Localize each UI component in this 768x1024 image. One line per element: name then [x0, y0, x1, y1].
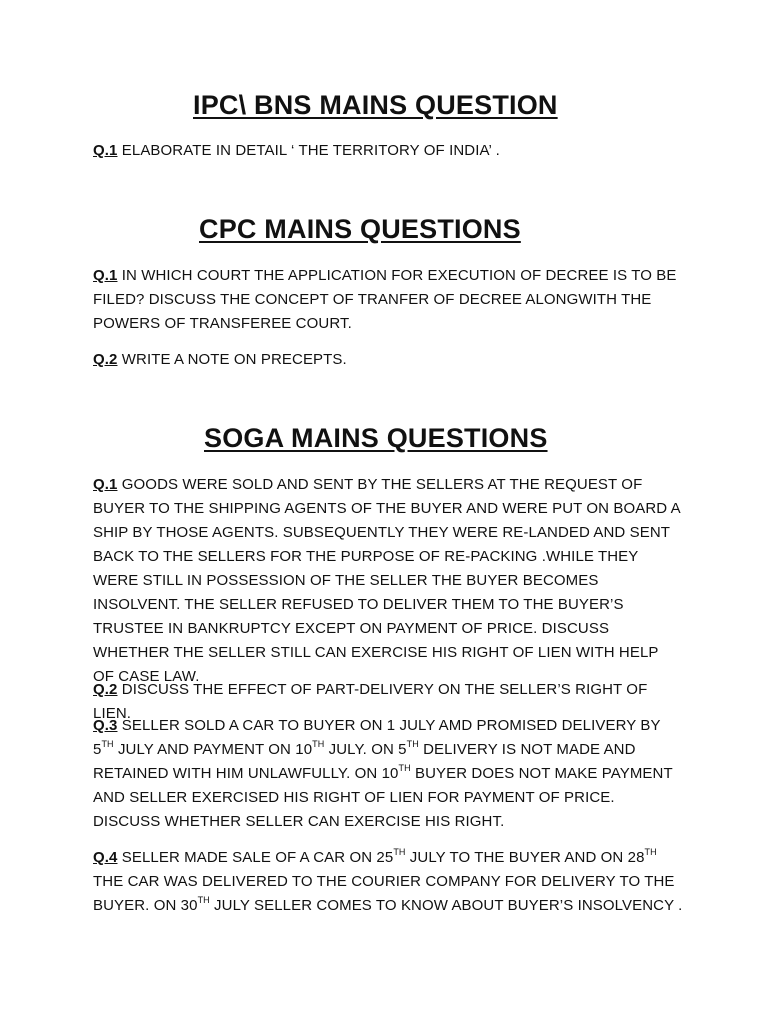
section-title-cpc: CPC MAINS QUESTIONS: [199, 214, 521, 244]
question-text-part: BUYER DOES NOT MAKE PAYMENT AND SELLER EXERCISED HIS RIGHT OF LIEN FOR PAYMENT OF PRICE. DISCUSS WHETHER SELLER CAN EXERCISE HIS RIGHT.: [93, 765, 673, 830]
ordinal-suffix: TH: [312, 739, 325, 749]
question-text: WRITE A NOTE ON PRECEPTS.: [121, 351, 347, 368]
ordinal-suffix: TH: [393, 847, 406, 857]
question-number: Q.3: [93, 717, 118, 734]
question-number: Q.2: [93, 351, 118, 368]
ordinal-suffix: TH: [197, 895, 210, 905]
ordinal-suffix: TH: [101, 739, 114, 749]
question-soga-q3: [93, 714, 683, 834]
question-text-part: SELLER MADE SALE OF A CAR ON 25: [121, 849, 394, 866]
question-cpc-q1: [93, 264, 683, 336]
question-text-part: JULY SELLER COMES TO KNOW ABOUT BUYER’S INSOLVENCY .: [209, 897, 683, 914]
question-text: GOODS WERE SOLD AND SENT BY THE SELLERS AT THE REQUEST OF BUYER TO THE SHIPPING AGENTS OF THE BUYER AND WERE PUT ON BOARD A SHIP BY THOSE AGENTS. SUBSEQUENTLY THEY WERE RE-LANDED AND SENT BACK TO THE SELLERS FOR THE PURPOSE OF RE-PACKING .WHILE THEY WERE STILL IN POSSESSION OF THE SELLER THE BUYER BECOMES INSOLVENT. THE SELLER REFUSED TO DELIVER THEM TO THE BUYER’S TRUSTEE IN BANKRUPTCY EXCEPT ON PAYMENT OF PRICE. DISCUSS WHETHER THE SELLER STILL CAN EXERCISE HIS RIGHT OF LIEN WITH HELP OF CASE LAW.: [93, 476, 680, 685]
question-soga-q1: [93, 473, 683, 689]
question-text-part: JULY TO THE BUYER AND ON 28: [405, 849, 645, 866]
question-number: Q.1: [93, 142, 118, 159]
ordinal-suffix: TH: [398, 763, 411, 773]
question-text: IN WHICH COURT THE APPLICATION FOR EXECUTION OF DECREE IS TO BE FILED? DISCUSS THE CONCEPT OF TRANFER OF DECREE ALONGWITH THE POWERS OF TRANSFEREE COURT.: [93, 267, 677, 332]
question-text: ELABORATE IN DETAIL ‘ THE TERRITORY OF INDIA’ .: [121, 142, 500, 159]
question-text-part: JULY. ON 5: [324, 741, 407, 758]
question-text-part: JULY AND PAYMENT ON 10: [117, 741, 313, 758]
question-text: DISCUSS THE EFFECT OF PART-DELIVERY ON THE SELLER’S RIGHT OF LIEN.: [93, 681, 648, 722]
ordinal-suffix: TH: [406, 739, 419, 749]
question-number: Q.1: [93, 267, 118, 284]
question-text-part: DELIVERY IS NOT MADE AND RETAINED WITH HIM UNLAWFULLY. ON 10: [93, 741, 636, 782]
question-text-part: SELLER SOLD A CAR TO BUYER ON 1 JULY AMD PROMISED DELIVERY BY 5: [93, 717, 661, 758]
section-title-soga: SOGA MAINS QUESTIONS: [204, 423, 548, 453]
question-number: Q.4: [93, 849, 118, 866]
question-number: Q.2: [93, 681, 118, 698]
question-number: Q.1: [93, 476, 118, 493]
question-ipc-q1: [93, 139, 683, 163]
question-cpc-q2: [93, 348, 683, 372]
question-text-part: THE CAR WAS DELIVERED TO THE COURIER COMPANY FOR DELIVERY TO THE BUYER. ON 30: [93, 873, 675, 914]
section-title-ipc-bns: IPC\ BNS MAINS QUESTION: [193, 90, 558, 120]
question-soga-q4: [93, 846, 683, 918]
ordinal-suffix: TH: [644, 847, 657, 857]
